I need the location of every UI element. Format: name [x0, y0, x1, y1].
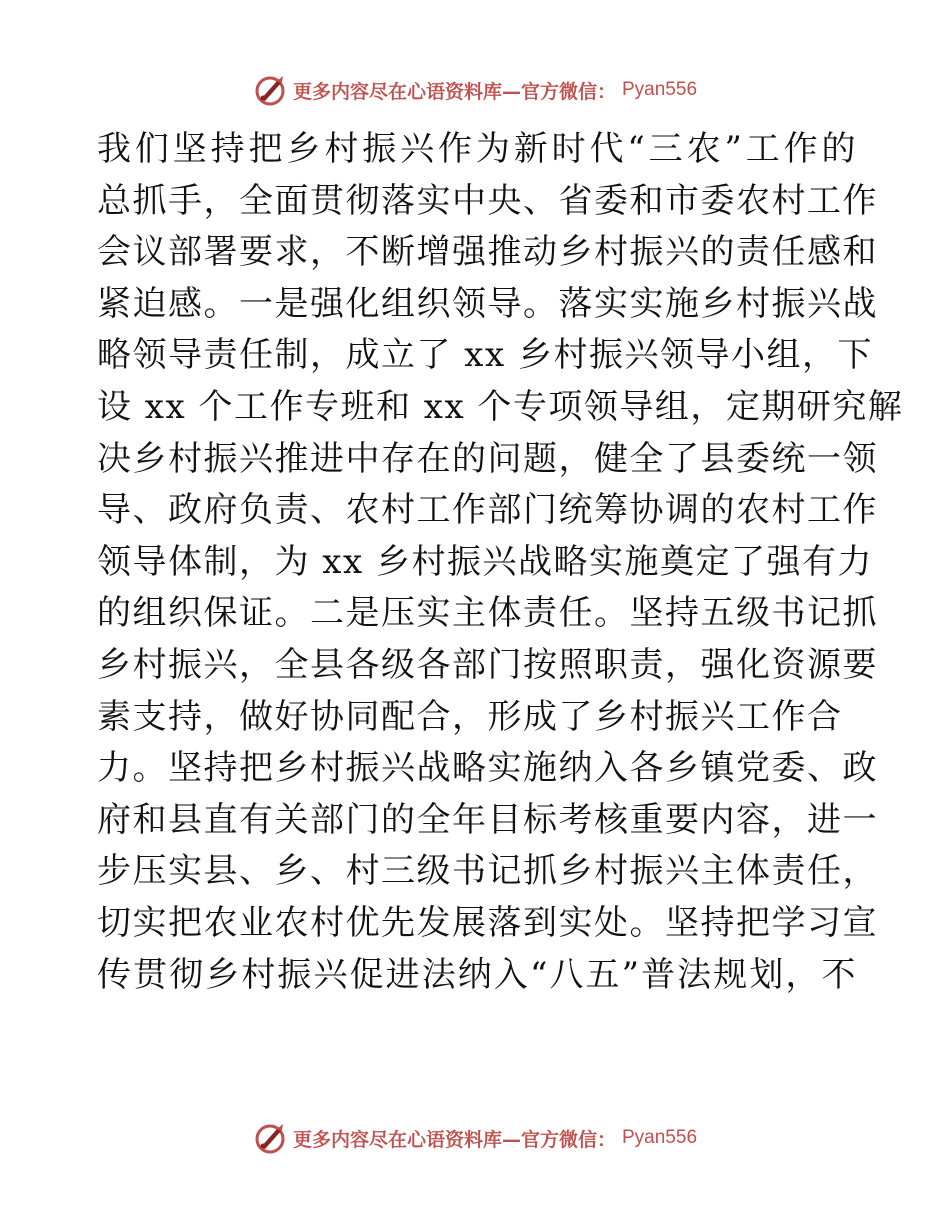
header-banner [0, 70, 950, 110]
text-line: 导、政府负责、农村工作部门统筹协调的农村工作 [97, 490, 878, 531]
text-line: 力。坚持把乡村振兴战略实施纳入各乡镇党委、政 [97, 748, 878, 789]
banner-text: 更多内容尽在心语资料库—官方微信： [292, 80, 616, 103]
text-line: 步压实县、乡、村三级书记抓乡村振兴主体责任， [97, 851, 878, 892]
text-line: 乡村振兴，全县各级各部门按照职责，强化资源要 [97, 644, 878, 685]
text-line: 设 xx 个工作专班和 xx 个专项领导组，定期研究解 [97, 386, 904, 427]
text-line: 略领导责任制，成立了 xx 乡村振兴领导小组，下 [97, 335, 873, 376]
footer-banner [0, 1118, 950, 1158]
quill-pen-logo-icon [253, 1121, 287, 1155]
banner-text: 更多内容尽在心语资料库—官方微信： [292, 1128, 616, 1151]
text-line: 切实把农业农村优先发展落到实处。坚持把学习宣 [97, 902, 878, 943]
quill-pen-logo-icon [253, 73, 287, 107]
text-line: 的组织保证。二是压实主体责任。坚持五级书记抓 [97, 593, 878, 634]
text-line: 素支持，做好协同配合，形成了乡村振兴工作合 [97, 696, 843, 737]
text-line: 我们坚持把乡村振兴作为新时代“三农”工作的 [97, 129, 857, 169]
wechat-id: Pyan556 [622, 1127, 698, 1148]
text-line: 总抓手，全面贯彻落实中央、省委和市委农村工作 [97, 180, 878, 221]
text-line: 会议部署要求，不断增强推动乡村振兴的责任感和 [97, 232, 878, 273]
text-line: 领导体制，为 xx 乡村振兴战略实施奠定了强有力 [97, 541, 873, 582]
text-line: 府和县直有关部门的全年目标考核重要内容，进一 [97, 799, 878, 840]
wechat-id: Pyan556 [622, 79, 698, 100]
text-line: 紧迫感。一是强化组织领导。落实实施乡村振兴战 [97, 283, 878, 324]
text-line: 决乡村振兴推进中存在的问题，健全了县委统一领 [97, 438, 878, 479]
text-line: 传贯彻乡村振兴促进法纳入“八五”普法规划，不 [97, 954, 857, 995]
document-body [97, 124, 904, 1001]
